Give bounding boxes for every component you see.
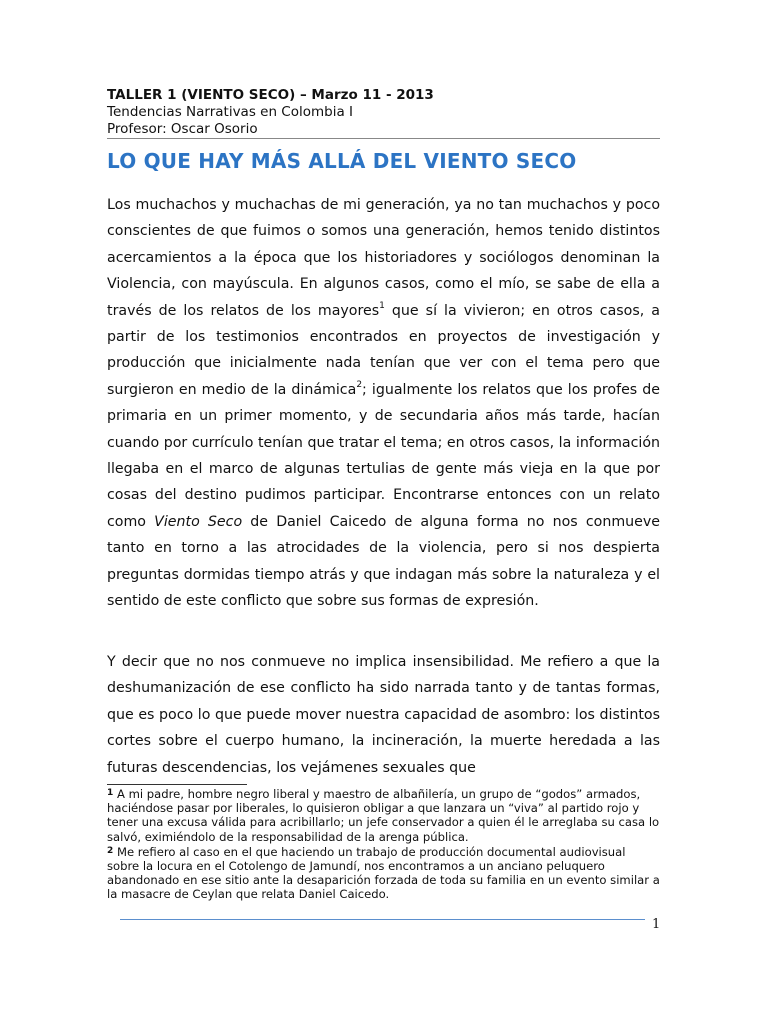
footnote-ref-2[interactable]: 2 — [356, 379, 363, 390]
paragraph-1-part-4: de Daniel Caicedo de alguna forma no nos conmueve tanto en torno a las atrocidades de la violencia, pero si nos despierta preguntas dormidas tiempo atrás y que indagan más sobre la naturaleza y el sentido de este conflicto que sobre sus formas de expresión. — [107, 513, 660, 610]
footnote-2-mark: 2 — [107, 845, 114, 856]
paragraph-1-part-2: que sí la vivieron; en otros casos, a partir de los testimonios encontrados en proyectos de investigación y producción que inicialmente nada tenían que ver con el tema pero que surgieron en medio de la dinámica — [107, 302, 660, 398]
footnote-1-mark: 1 — [107, 788, 114, 798]
footnote-1-text: A mi padre, hombre negro liberal y maestro de albañilería, un grupo de “godos” armados, haciéndose pasar por liberales, lo quisieron obligar a que lanzara un “viva” al partido rojo y tener una excusa válida para acribillarlo; un jefe conservador a quien él le arreglaba su casa lo salvó, eximiéndolo de la responsabilidad de la arenga pública. — [107, 787, 660, 844]
footnote-2 — [107, 844, 660, 902]
document-header — [107, 87, 660, 138]
page-number: 1 — [652, 917, 661, 932]
paragraph-1-part-3: ; igualmente los relatos que los profes de primaria en un primer momento, y de secundaria años más tarde, hacían cuando por currículo tenían que tratar el tema; en otros casos, la información llegaba en el marco de algunas tertulias de gente más vieja en la que por cosas del destino pudimos participar. Encontrarse entonces con un relato como — [107, 381, 660, 530]
book-title-italic: Viento Seco — [154, 513, 243, 530]
paragraph-1-part-1: Los muchachos y muchachas de mi generación, ya no tan muchachos y poco conscientes de que fuimos o somos una generación, hemos tenido distintos acercamientos a la época que los historiadores y sociólogos denominan la Violencia, con mayúscula. En algunos casos, como el mío, se sabe de ella a través de los relatos de los mayores — [107, 197, 660, 319]
course-name: Tendencias Narrativas en Colombia I — [107, 104, 354, 120]
document-title: LO QUE HAY MÁS ALLÁ DEL VIENTO SECO — [107, 149, 577, 173]
footnote-1 — [107, 786, 660, 844]
paragraph-2: Y decir que no nos conmueve no implica insensibilidad. Me refiero a que la deshumanización de ese conflicto ha sido narrada tanto y de tantas formas, que es poco lo que puede mover nuestra capacidad de asombro: los distintos cortes sobre el cuerpo humano, la incineración, la muerte heredada a las futuras descendencias, los vejámenes sexuales que — [107, 654, 660, 776]
footnotes — [107, 786, 660, 902]
footnote-2-text: Me refiero al caso en el que haciendo un trabajo de producción documental audiovisual sobre la locura en el Cotolengo de Jamundí, nos encontramos a un anciano peluquero abandonado en ese sitio ante la desaparición forzada de toda su familia en un evento similar a la masacre de Ceylan que relata Daniel Caicedo. — [107, 844, 660, 902]
paragraph-1 — [107, 192, 660, 615]
footnote-ref-1[interactable]: 1 — [379, 300, 385, 311]
workshop-heading: TALLER 1 (VIENTO SECO) – Marzo 11 - 2013 — [107, 87, 434, 103]
footer-divider — [120, 919, 645, 920]
professor-name: Profesor: Oscar Osorio — [107, 121, 258, 137]
footnote-separator — [107, 784, 247, 785]
header-divider — [107, 138, 660, 139]
